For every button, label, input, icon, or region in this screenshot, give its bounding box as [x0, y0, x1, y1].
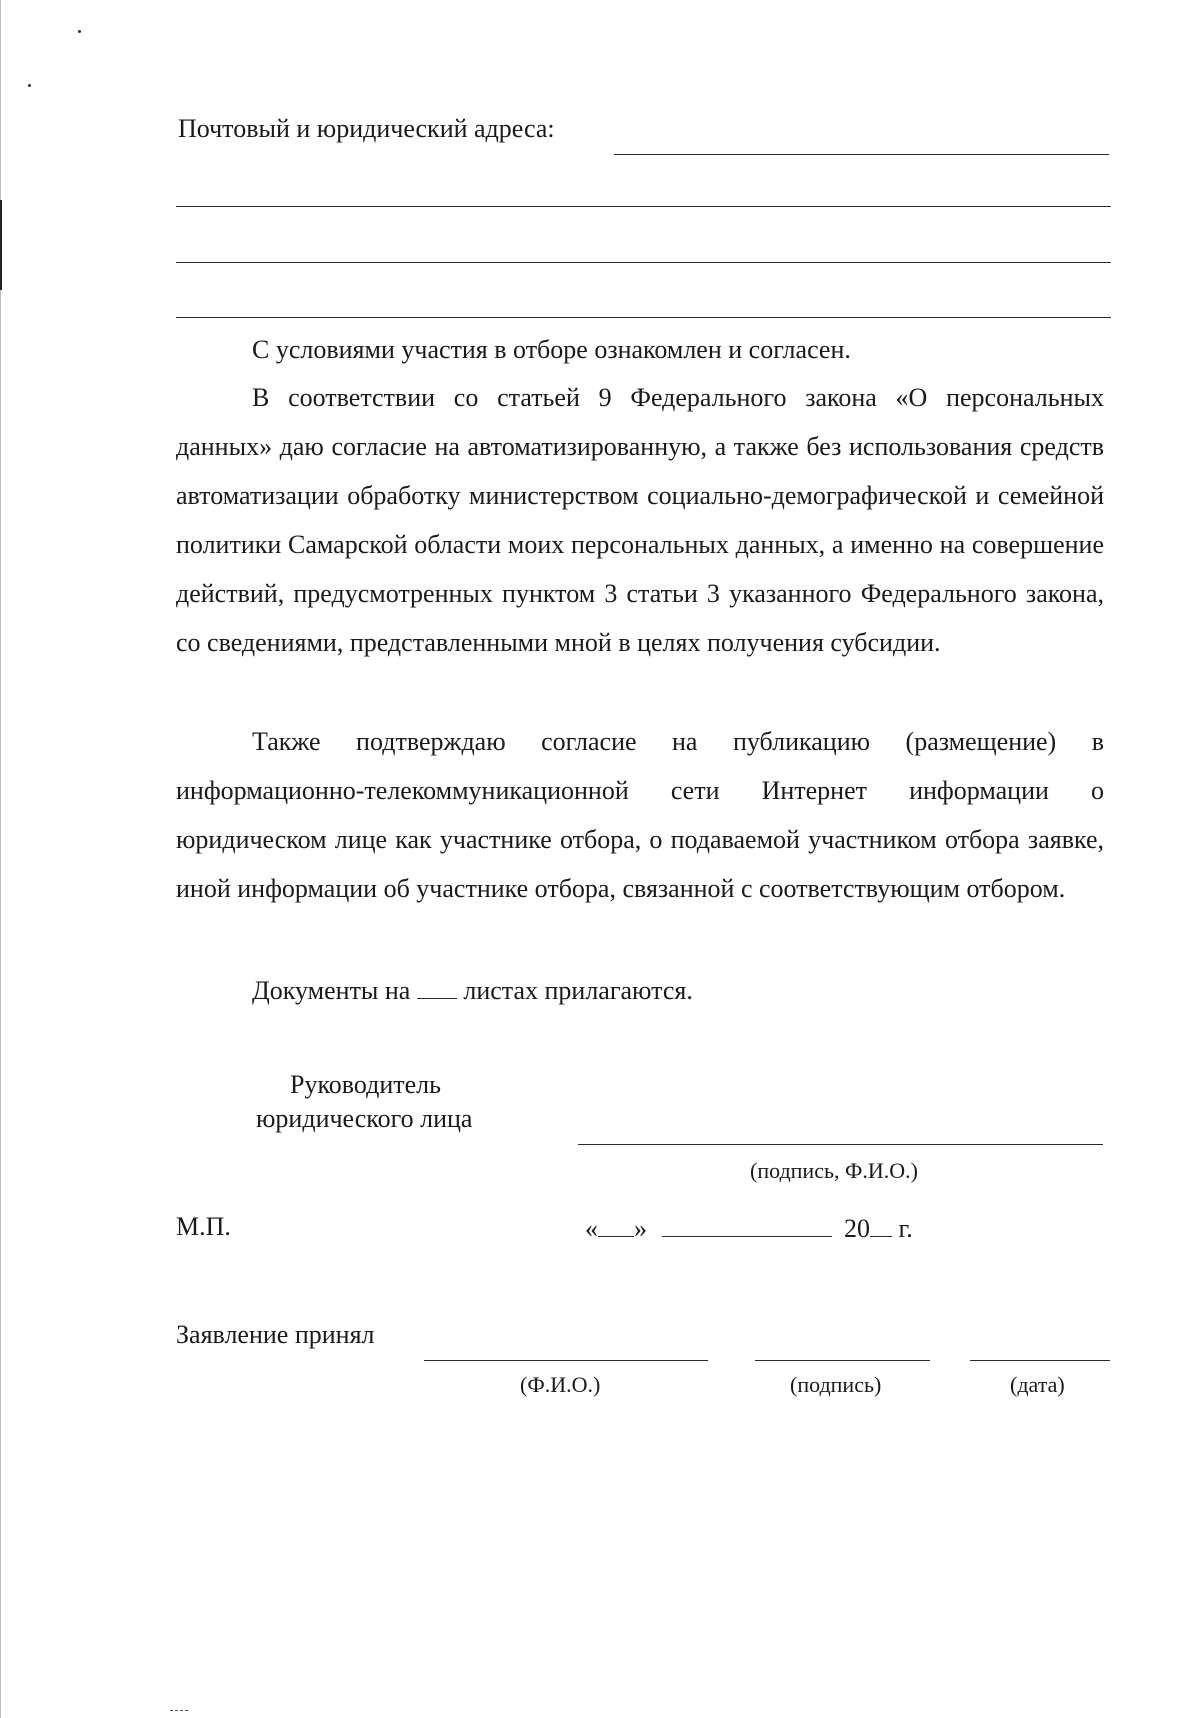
- address-line: [176, 206, 1111, 207]
- documents-line: [252, 978, 693, 1004]
- date-day-blank: [598, 1216, 634, 1237]
- receipt-label: Заявление принял: [176, 1320, 375, 1349]
- receipt-sign-line: [755, 1360, 930, 1361]
- conditions-text: С условиями участия в отборе ознакомлен и согласен.: [252, 335, 851, 364]
- head-title-line1: Руководитель: [290, 1070, 441, 1099]
- date-line: [585, 1216, 913, 1242]
- documents-suffix: листах прилагаются.: [463, 976, 693, 1005]
- publication-text: Также подтверждаю согласие на публикацию (размещение) в информационно-телекоммуникационной сети Интернет информации о юридическом лице как участнике отбора, о подаваемой участником отбора заявке, иной информации об участнике отбора, связанной с соответствующим отбором.: [176, 727, 1104, 903]
- publication-paragraph: [176, 717, 1104, 913]
- receipt-date-caption: (дата): [1010, 1372, 1065, 1397]
- address-label: Почтовый и юридический адреса:: [178, 114, 555, 143]
- head-title-line2: юридического лица: [256, 1104, 473, 1133]
- head-signature-caption: (подпись, Ф.И.О.): [750, 1158, 918, 1183]
- receipt-sign-caption: (подпись): [790, 1372, 882, 1397]
- stamp-label: М.П.: [176, 1212, 231, 1241]
- scan-bottom-mark: [170, 1710, 188, 1711]
- date-month-blank: [662, 1216, 832, 1237]
- date-open-quote: «: [585, 1214, 598, 1243]
- receipt-date-line: [970, 1360, 1110, 1361]
- receipt-fio-caption: (Ф.И.О.): [520, 1372, 601, 1397]
- date-close-quote: »: [634, 1214, 647, 1243]
- address-line: [614, 154, 1109, 155]
- receipt-fio-line: [424, 1360, 708, 1361]
- personal-data-text: В соответствии со статьей 9 Федерального закона «О персональных данных» даю согласие на автоматизированную, а также без использования средств автоматизации обработку министерством социально-демографической и семейной политики Самарской области моих персональных данных, а именно на совершение действий, предусмотренных пунктом 3 статьи 3 указанного Федерального закона, со сведениями, представленными мной в целях получения субсидии.: [176, 383, 1104, 657]
- date-year-suffix: г.: [898, 1214, 913, 1243]
- documents-prefix: Документы на: [252, 976, 411, 1005]
- scan-speck: [28, 84, 31, 87]
- documents-count-blank: [417, 978, 457, 999]
- personal-data-paragraph: [176, 373, 1104, 667]
- head-signature-line: [578, 1144, 1103, 1145]
- address-line: [176, 262, 1111, 263]
- scan-speck: [78, 30, 81, 33]
- scan-edge-mark: [0, 200, 2, 290]
- address-line: [176, 317, 1111, 318]
- date-year-blank: [870, 1216, 892, 1237]
- date-year-prefix: 20: [844, 1214, 870, 1243]
